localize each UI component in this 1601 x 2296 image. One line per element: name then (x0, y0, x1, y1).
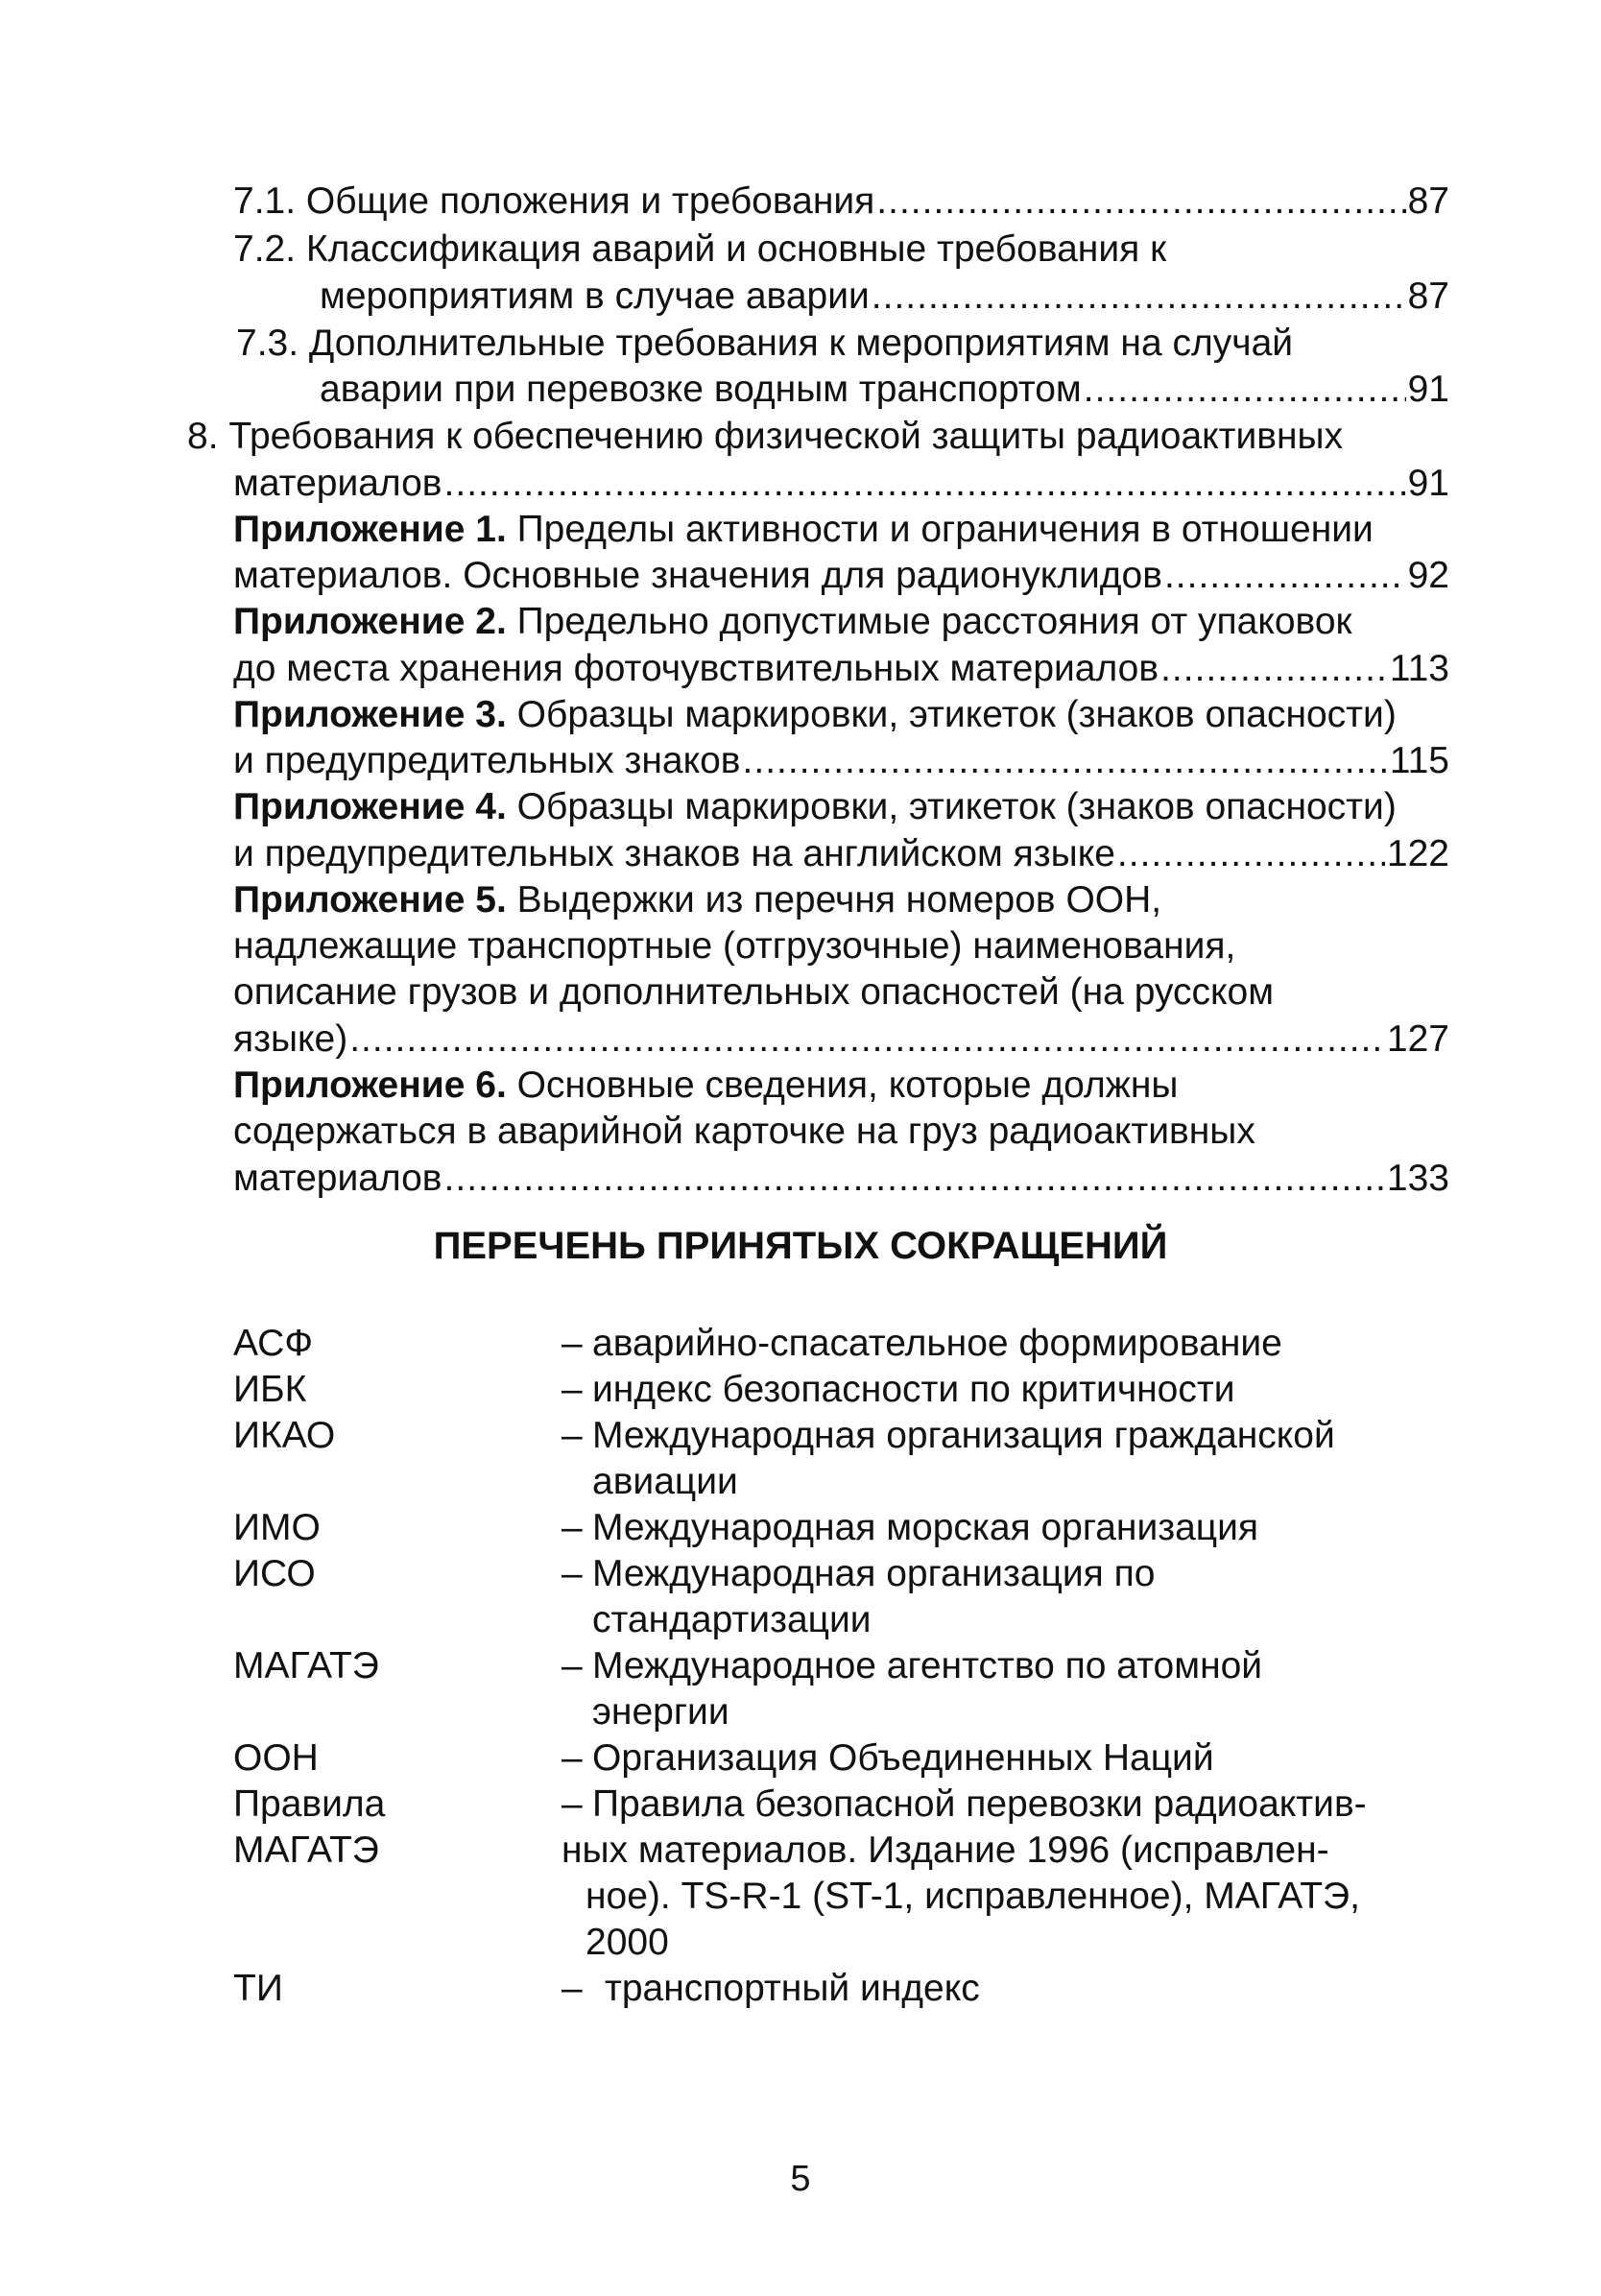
abbr-definition-continued: авиации (592, 1461, 738, 1502)
toc-appendix-2-line1[interactable] (233, 597, 1352, 647)
toc-leader-dots (444, 1154, 1385, 1204)
appendix-label: Приложение 2. (233, 601, 507, 642)
abbr-definition: аварийно-спасательное формирование (592, 1323, 1282, 1364)
abbr-dash: – (562, 1737, 583, 1779)
abbr-term: ТИ (233, 1968, 283, 2009)
toc-appendix-1-line2[interactable] (233, 551, 1449, 601)
toc-page-number: 115 (1389, 740, 1449, 781)
page-number: 5 (790, 2159, 811, 2199)
toc-entry-title: 7.1. Общие положения и требования (233, 180, 875, 222)
toc-entry-title: 8. Требования к обеспечению физической защиты радиоактивных (187, 416, 1344, 457)
toc-appendix-6-line2[interactable] (233, 1107, 1255, 1157)
toc-entry-title: материалов. Основные значения для радионуклидов (233, 555, 1162, 596)
appendix-label: Приложение 1. (233, 509, 507, 550)
toc-appendix-6-line3[interactable] (233, 1154, 1449, 1204)
toc-leader-dots (1160, 644, 1388, 694)
toc-page-number: 91 (1407, 463, 1449, 504)
toc-entry-title: до места хранения фоточувствительных материалов (233, 648, 1159, 689)
toc-entry-title: материалов (233, 1158, 442, 1199)
toc-leader-dots (1084, 365, 1406, 415)
toc-leader-dots (743, 736, 1388, 786)
toc-appendix-5-line2[interactable] (233, 921, 1235, 971)
toc-entry-7-3-line2[interactable] (320, 365, 1449, 415)
toc-appendix-5-line1[interactable] (233, 875, 1161, 925)
toc-leader-dots (1164, 551, 1406, 601)
abbr-dash: – (562, 1783, 583, 1825)
toc-entry-7-1[interactable] (233, 177, 1449, 227)
abbr-dash: – (562, 1415, 583, 1456)
toc-entry-title: мероприятиям в случае аварии (320, 275, 870, 317)
toc-entry-title: надлежащие транспортные (отгрузочные) наименования, (233, 925, 1236, 967)
toc-entry-title: описание грузов и дополнительных опасностей (на русском (233, 971, 1275, 1013)
abbr-definition-continued: ных материалов. Издание 1996 (исправлен- (562, 1830, 1329, 1871)
abbr-dash: – (562, 1507, 583, 1548)
abbr-dash: – (562, 1369, 583, 1410)
toc-appendix-4-line1[interactable] (233, 782, 1397, 832)
toc-appendix-5-line3[interactable] (233, 968, 1274, 1017)
abbr-term: АСФ (233, 1323, 313, 1364)
abbr-definition-continued: ное). TS-R-1 (ST-1, исправленное), МАГАТЭ, (585, 1876, 1360, 1917)
toc-entry-title: языке) (233, 1018, 348, 1060)
toc-entry-8-line1[interactable] (187, 412, 1343, 462)
abbr-term: МАГАТЭ (233, 1645, 379, 1686)
appendix-label: Приложение 3. (233, 694, 507, 735)
toc-page-number: 91 (1407, 369, 1449, 410)
abbr-definition: транспортный индекс (605, 1968, 980, 2009)
toc-entry-title: Образцы маркировки, этикеток (знаков опасности) (506, 786, 1397, 827)
abbr-term: ИБК (233, 1369, 307, 1410)
toc-entry-title: 7.3. Дополнительные требования к мероприятиям на случай (236, 323, 1294, 364)
toc-entry-7-2-line1[interactable] (233, 225, 1166, 275)
abbr-definition: Международное агентство по атомной (592, 1645, 1263, 1686)
abbr-definition-continued: стандартизации (592, 1599, 872, 1640)
abbr-dash: – (562, 1323, 583, 1364)
toc-page-number: 133 (1386, 1158, 1449, 1199)
toc-entry-title: и предупредительных знаков на английском языке (233, 833, 1115, 874)
abbr-dash: – (562, 1968, 583, 2009)
toc-entry-7-3-line1[interactable] (236, 319, 1293, 369)
toc-entry-7-2-line2[interactable] (320, 272, 1449, 322)
toc-leader-dots (876, 177, 1405, 227)
abbr-definition-continued: 2000 (585, 1922, 669, 1963)
toc-page-number: 87 (1407, 275, 1449, 317)
abbr-definition: Международная организация гражданской (592, 1415, 1335, 1456)
abbreviations-heading: ПЕРЕЧЕНЬ ПРИНЯТЫХ СОКРАЩЕНИЙ (433, 1225, 1168, 1267)
appendix-label: Приложение 5. (233, 879, 507, 921)
toc-page-number: 92 (1407, 555, 1449, 596)
appendix-label: Приложение 4. (233, 786, 507, 827)
toc-page-number: 113 (1389, 648, 1449, 689)
abbr-definition-continued: энергии (592, 1691, 729, 1733)
toc-appendix-5-line4[interactable] (233, 1015, 1449, 1064)
toc-entry-title: аварии при перевозке водным транспортом (320, 369, 1082, 410)
toc-entry-title: Основные сведения, которые должны (506, 1064, 1179, 1106)
abbr-term: ИМО (233, 1507, 321, 1548)
toc-entry-title: Пределы активности и ограничения в отношении (506, 509, 1374, 550)
abbr-definition: индекс безопасности по критичности (592, 1369, 1235, 1410)
appendix-label: Приложение 6. (233, 1064, 507, 1106)
toc-entry-title: и предупредительных знаков (233, 740, 741, 781)
abbr-definition: Организация Объединенных Наций (592, 1737, 1214, 1779)
abbr-term: ООН (233, 1737, 319, 1779)
abbr-definition: Правила безопасной перевозки радиоактив- (592, 1783, 1367, 1825)
abbr-definition: Международная организация по (592, 1553, 1156, 1594)
abbr-dash: – (562, 1645, 583, 1686)
abbr-definition: Международная морская организация (592, 1507, 1259, 1548)
toc-entry-title: материалов (233, 463, 442, 504)
toc-entry-title: Предельно допустимые расстояния от упаковок (506, 601, 1352, 642)
abbr-dash: – (562, 1553, 583, 1594)
toc-appendix-1-line1[interactable] (233, 505, 1374, 555)
toc-entry-title: содержаться в аварийной карточке на груз радиоактивных (233, 1111, 1255, 1152)
abbr-term-continued: МАГАТЭ (233, 1830, 379, 1871)
toc-page-number: 127 (1386, 1018, 1449, 1060)
abbr-term: ИСО (233, 1553, 316, 1594)
toc-leader-dots (872, 272, 1406, 322)
toc-page-number: 87 (1407, 180, 1449, 222)
toc-leader-dots (1117, 829, 1385, 879)
toc-entry-8-line2[interactable] (233, 459, 1449, 509)
toc-page-number: 122 (1386, 833, 1449, 874)
toc-leader-dots (444, 459, 1406, 509)
toc-appendix-2-line2[interactable] (233, 644, 1449, 694)
toc-appendix-6-line1[interactable] (233, 1061, 1178, 1111)
toc-appendix-3-line2[interactable] (233, 736, 1449, 786)
toc-leader-dots (349, 1015, 1385, 1064)
toc-appendix-4-line2[interactable] (233, 829, 1449, 879)
abbr-term: Правила (233, 1783, 386, 1825)
toc-entry-title: 7.2. Классификация аварий и основные требования к (233, 228, 1167, 270)
toc-entry-title: Выдержки из перечня номеров ООН, (506, 879, 1162, 921)
abbr-term: ИКАО (233, 1415, 336, 1456)
toc-entry-title: Образцы маркировки, этикеток (знаков опасности) (506, 694, 1397, 735)
toc-appendix-3-line1[interactable] (233, 690, 1397, 740)
